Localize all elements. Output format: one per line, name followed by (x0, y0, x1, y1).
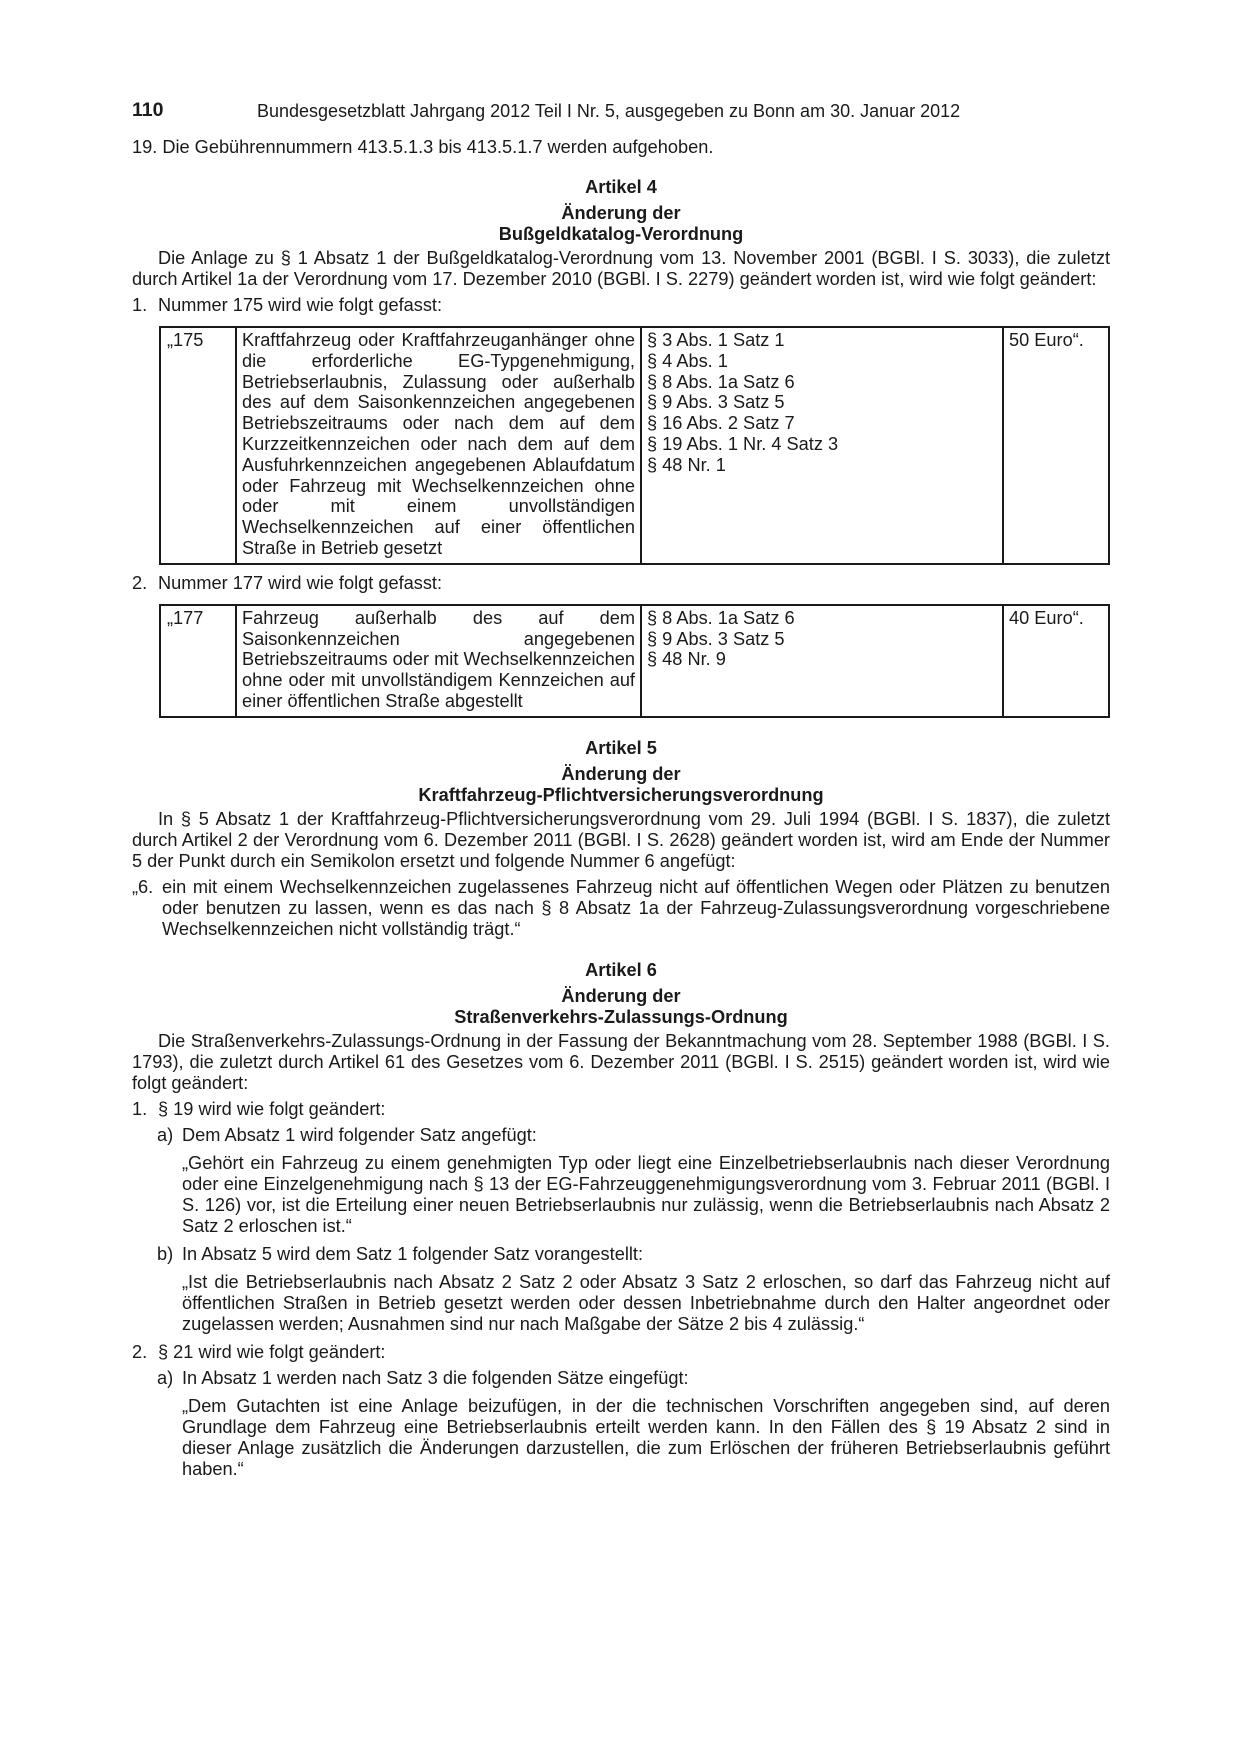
subitem-text: In Absatz 5 wird dem Satz 1 folgender Satz vorangestellt: (182, 1243, 644, 1264)
art6-item-1 (132, 1099, 1110, 1120)
fee-laws (641, 327, 1003, 564)
law-ref: § 48 Nr. 9 (647, 649, 726, 670)
fee-amount: 40 Euro“. (1003, 605, 1109, 717)
art6-paragraph: Die Straßenverkehrs-Zulassungs-Ordnung in der Fassung der Bekanntmachung vom 28. September 1988 (BGBl. I S. 1793), die zuletzt durch Artikel 61 des Gesetzes vom 6. Dezember 2011 (BGBl. I S. 2515) geändert worden ist, wird wie folgt geändert: (132, 1030, 1110, 1093)
art6-heading2: Straßenverkehrs-Zulassungs-Ordnung (454, 1006, 788, 1027)
item-label: 2. (132, 1341, 148, 1362)
law-ref: § 4 Abs. 1 (647, 350, 728, 371)
item-label: 2. (132, 572, 148, 593)
fee-laws (641, 605, 1003, 717)
art6-item-2a (132, 1368, 1110, 1389)
quote-text: ein mit einem Wechselkennzeichen zugelassenes Fahrzeug nicht auf öffentlichen Wegen oder Plätzen zu benutzen oder benutzen zu lassen, wenn es das nach § 8 Absatz 1a der Fahrzeug-Zulassungsverordnung vorgeschriebene Wechselkennzeichen nicht vollständig trägt.“ (162, 876, 1110, 939)
item-text: § 19 wird wie folgt geändert: (158, 1098, 386, 1119)
table-row (160, 327, 1109, 564)
item-text: Nummer 175 wird wie folgt gefasst: (158, 295, 443, 315)
subitem-text: In Absatz 1 werden nach Satz 3 die folgenden Sätze eingefügt: (182, 1367, 689, 1388)
fee-number: „175 (160, 327, 236, 564)
running-title: Bundesgesetzblatt Jahrgang 2012 Teil I Nr. 5, ausgegeben zu Bonn am 30. Januar 2012 (257, 101, 961, 121)
law-ref: § 9 Abs. 3 Satz 5 (647, 392, 785, 413)
art5-heading2: Kraftfahrzeug-Pflichtversicherungsverordnung (418, 784, 824, 805)
subitem-text: Dem Absatz 1 wird folgender Satz angefügt: (182, 1124, 537, 1145)
law-ref: § 48 Nr. 1 (647, 454, 726, 475)
intro-item: 19. Die Gebührennummern 413.5.1.3 bis 413.5.1.7 werden aufgehoben. (132, 137, 714, 157)
law-ref: § 9 Abs. 3 Satz 5 (647, 628, 785, 649)
art6-item-1a (132, 1125, 1110, 1146)
subitem-label: a) (157, 1124, 174, 1145)
art4-item-1 (132, 295, 1110, 316)
art6-heading1: Änderung der (561, 985, 681, 1006)
item-text: Nummer 177 wird wie folgt gefasst: (158, 572, 443, 593)
fee-table-177 (159, 604, 1110, 718)
item-text: § 21 wird wie folgt geändert: (158, 1341, 386, 1362)
fee-number: „177 (160, 605, 236, 717)
art4-paragraph: Die Anlage zu § 1 Absatz 1 der Bußgeldkatalog-Verordnung vom 13. November 2001 (BGBl. I S. 3033), die zuletzt durch Artikel 1a der Verordnung vom 17. Dezember 2010 (BGBl. I S. 2279) geändert worden ist, wird wie folgt geändert: (132, 248, 1110, 289)
fee-description: Kraftfahrzeug oder Kraftfahrzeuganhänger ohne die erforderliche EG-Typgenehmigung, Betriebserlaubnis, Zulassung oder außerhalb des auf dem Saisonkennzeichen angegebenen Betriebszeitraums oder nach dem auf dem Kurzzeitkennzeichen oder nach dem auf dem Ausfuhrkennzeichen angegebenen Ablaufdatum oder Fahrzeug mit Wechselkennzeichen ohne oder mit einem unvollständigen Wechselkennzeichen auf einer öffentlichen Straße in Betrieb gesetzt (236, 327, 641, 564)
item-label: 1. (132, 295, 148, 315)
fee-description: Fahrzeug außerhalb des auf dem Saisonkennzeichen angegebenen Betriebszeitraums oder mit Wechselkennzeichen ohne oder mit unvollständigem Kennzeichen auf einer öffentlichen Straße abgestellt (236, 605, 641, 717)
fee-amount: 50 Euro“. (1003, 327, 1109, 564)
law-ref: § 3 Abs. 1 Satz 1 (647, 330, 785, 350)
art6-item-1b-quote: „Ist die Betriebserlaubnis nach Absatz 2 Satz 2 oder Absatz 3 Satz 2 erloschen, so darf das Fahrzeug nicht auf öffentlichen Straßen in Betrieb gesetzt werden oder dessen Inbetriebnahme durch den Halter angeordnet oder zugelassen werden; Ausnahmen sind nur nach Maßgabe der Sätze 2 bis 4 zulässig.“ (182, 1271, 1110, 1334)
page-header (132, 100, 1110, 124)
art4-heading1: Änderung der (561, 203, 681, 223)
art5-quoted-item (132, 877, 1110, 940)
art4-heading2: Bußgeldkatalog-Verordnung (498, 224, 744, 244)
table-row (160, 605, 1109, 717)
art6-item-1b (132, 1244, 1110, 1265)
quote-label: „6. (132, 876, 154, 897)
subitem-label: b) (157, 1243, 174, 1264)
item-label: 1. (132, 1098, 148, 1119)
law-ref: § 19 Abs. 1 Nr. 4 Satz 3 (647, 433, 839, 454)
art6-item-1a-quote: „Gehört ein Fahrzeug zu einem genehmigten Typ oder liegt eine Einzelbetriebserlaubnis nach dieser Verordnung oder eine Einzelgenehmigung nach § 13 der EG-Fahrzeuggenehmigungsverordnung vom 3. Februar 2011 (BGBl. I S. 126) vor, ist die Erteilung einer neuen Betriebserlaubnis nur zulässig, wenn die Betriebserlaubnis nach Absatz 2 Satz 2 erloschen ist.“ (182, 1152, 1110, 1236)
law-ref: § 8 Abs. 1a Satz 6 (647, 607, 795, 628)
fee-table-175 (159, 326, 1110, 565)
art5-heading1: Änderung der (561, 763, 681, 784)
art6-item-2a-quote: „Dem Gutachten ist eine Anlage beizufügen, in der die technischen Vorschriften angegeben sind, auf deren Grundlage dem Fahrzeug eine Betriebserlaubnis erteilt werden kann. In den Fällen des § 19 Absatz 2 sind in dieser Anlage zusätzlich die Änderungen darzustellen, die zum Erlöschen der früheren Betriebserlaubnis geführt haben.“ (182, 1395, 1110, 1479)
art6-item-2 (132, 1342, 1110, 1363)
law-ref: § 8 Abs. 1a Satz 6 (647, 371, 795, 392)
art4-item-2 (132, 573, 1110, 594)
art5-paragraph: In § 5 Absatz 1 der Kraftfahrzeug-Pflichtversicherungsverordnung vom 29. Juli 1994 (BGBl. I S. 1837), die zuletzt durch Artikel 2 der Verordnung vom 6. Dezember 2011 (BGBl. I S. 2628) geändert worden ist, wird am Ende der Nummer 5 der Punkt durch ein Semikolon ersetzt und folgende Nummer 6 angefügt: (132, 808, 1110, 871)
art4-title: Artikel 4 (585, 177, 657, 197)
document-body (132, 137, 1110, 1480)
art6-title: Artikel 6 (585, 959, 657, 980)
art5-title: Artikel 5 (585, 737, 657, 758)
page-number: 110 (132, 99, 164, 121)
law-ref: § 16 Abs. 2 Satz 7 (647, 413, 795, 434)
subitem-label: a) (157, 1367, 174, 1388)
